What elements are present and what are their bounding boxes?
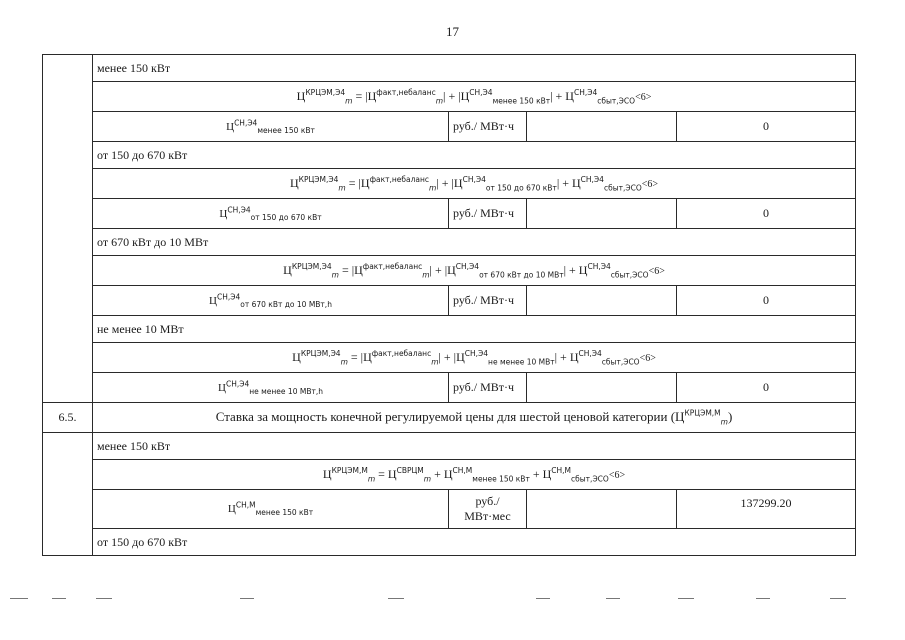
formula-expression: $Ц^{КРЦЭМ,Э4}_m = |Ц^{факт,небаланс}_m| + |Ц^{СН,Э4}_{не менее 10 МВт}| + Ц^{СН,Э4}_{сбыт,ЭСО}<6>$ bbox=[292, 348, 656, 367]
section-title-text bbox=[215, 408, 733, 427]
formula-subscript: m bbox=[367, 474, 376, 484]
formula-subscript: сбыт,ЭСО bbox=[571, 474, 609, 484]
table-row bbox=[43, 433, 856, 460]
table-row bbox=[43, 403, 856, 433]
formula-subscript: от 670 кВт до 10 МВт,h bbox=[240, 299, 332, 309]
table-row bbox=[43, 229, 856, 256]
table-row bbox=[43, 490, 856, 529]
section-number-cell-empty bbox=[43, 55, 93, 403]
formula-superscript: КРЦЭМ,Э4 bbox=[305, 87, 346, 97]
formula-subscript: не менее 10 МВт bbox=[488, 357, 555, 367]
formula-subscript: сбыт,ЭСО bbox=[597, 96, 636, 106]
formula-subscript: m bbox=[720, 417, 728, 427]
formula-expression: $Ц^{КРЦЭМ,Э4}_m = |Ц^{факт,небаланс}_m| + |Ц^{СН,Э4}_{от 670 кВт до 10 МВт}| + Ц^{СН,Э4}_{сбыт,ЭСО}<6>$ bbox=[283, 261, 665, 280]
formula-subscript: m bbox=[331, 270, 339, 280]
empty-cell bbox=[527, 199, 677, 229]
formula-superscript: СН,М bbox=[452, 465, 473, 475]
power-range-label: от 150 до 670 кВт bbox=[93, 142, 856, 169]
formula-subscript: менее 150 кВт bbox=[255, 508, 314, 518]
power-range-label: от 670 кВт до 10 МВт bbox=[93, 229, 856, 256]
rate-symbol: $Ц^{СН,Э4}_{не менее 10 МВт,h}$ bbox=[218, 379, 323, 396]
rate-symbol: $Ц^{СН,Э4}_{от 150 до 670 кВт}$ bbox=[219, 205, 322, 222]
formula-subscript: m bbox=[429, 183, 437, 193]
rate-symbol-cell bbox=[93, 490, 449, 529]
formula-superscript: СН,Э4 bbox=[580, 174, 604, 184]
tariff-table bbox=[42, 54, 856, 556]
empty-cell bbox=[527, 112, 677, 142]
formula-subscript: менее 150 кВт bbox=[492, 96, 551, 106]
formula-subscript: менее 150 кВт bbox=[257, 125, 315, 135]
formula-superscript: СН,Э4 bbox=[234, 118, 258, 128]
price-formula bbox=[93, 343, 856, 373]
rate-value: 0 bbox=[677, 199, 856, 229]
formula-superscript: СН,М bbox=[551, 465, 572, 475]
formula-subscript: сбыт,ЭСО bbox=[610, 270, 649, 280]
table-row bbox=[43, 142, 856, 169]
formula-superscript: факт,небаланс bbox=[362, 261, 423, 271]
empty-cell bbox=[527, 286, 677, 316]
formula-subscript: m bbox=[435, 96, 444, 106]
footnote-ref: <6> bbox=[635, 91, 652, 103]
formula-superscript: СН,Э4 bbox=[587, 261, 611, 271]
section-title-words: Ставка за мощность конечной регулируемой цены для шестой ценовой категории (Ц bbox=[215, 408, 685, 424]
price-formula bbox=[93, 82, 856, 112]
formula-superscript: СН,М bbox=[235, 500, 256, 510]
table-row bbox=[43, 286, 856, 316]
power-range-label: менее 150 кВт bbox=[93, 55, 856, 82]
rate-value: 0 bbox=[677, 112, 856, 142]
formula-subscript: сбыт,ЭСО bbox=[601, 357, 640, 367]
formula-superscript: факт,небаланс bbox=[376, 87, 436, 97]
formula-subscript: m bbox=[423, 474, 432, 484]
formula-subscript: m bbox=[345, 96, 353, 106]
table-row bbox=[43, 529, 856, 556]
formula-superscript: СН,Э4 bbox=[462, 174, 486, 184]
section-number: 6.5. bbox=[43, 403, 93, 433]
power-range-label: от 150 до 670 кВт bbox=[93, 529, 856, 556]
formula-subscript: менее 150 кВт bbox=[472, 474, 530, 484]
rate-symbol-cell bbox=[93, 112, 449, 142]
table-row bbox=[43, 316, 856, 343]
formula-subscript: m bbox=[338, 183, 346, 193]
section-number-cell-empty bbox=[43, 433, 93, 556]
price-formula bbox=[93, 460, 856, 490]
formula-expression: $Ц^{КРЦЭМ,М}_m = Ц^{СВРЦМ}_m + Ц^{СН,М}_{менее 150 кВт} + Ц^{СН,М}_{сбыт,ЭСО}<6>$ bbox=[322, 465, 626, 484]
table-row bbox=[43, 55, 856, 82]
price-formula bbox=[93, 256, 856, 286]
formula-expression: $Ц^{КРЦЭМ,Э4}_m = |Ц^{факт,небаланс}_m| + |Ц^{СН,Э4}_{от 150 до 670 кВт}| + Ц^{СН,Э4}_{сбыт,ЭСО}<6>$ bbox=[289, 174, 659, 193]
footnote-ref: <6> bbox=[641, 178, 659, 190]
table-row bbox=[43, 343, 856, 373]
formula-subscript: не менее 10 МВт,h bbox=[249, 386, 323, 396]
formula-expression: $Ц^{КРЦЭМ,Э4}_m = |Ц^{факт,небаланс}_m| + |Ц^{СН,Э4}_{менее 150 кВт}| + Ц^{СН,Э4}_{сбыт,ЭСО}<6>$ bbox=[296, 87, 652, 106]
tariff-table-body bbox=[43, 55, 856, 556]
formula-superscript: КРЦЭМ,Э4 bbox=[298, 174, 339, 184]
table-row bbox=[43, 112, 856, 142]
rate-value: 0 bbox=[677, 373, 856, 403]
unit-cell: руб./ МВт·ч bbox=[449, 373, 527, 403]
formula-superscript: СВРЦМ bbox=[396, 465, 424, 475]
formula-subscript: m bbox=[340, 357, 348, 367]
table-row bbox=[43, 82, 856, 112]
table-row bbox=[43, 373, 856, 403]
formula-subscript: m bbox=[431, 357, 439, 367]
formula-superscript: СН,Э4 bbox=[573, 87, 598, 97]
unit-cell bbox=[449, 490, 527, 529]
formula-subscript: от 670 кВт до 10 МВт bbox=[479, 270, 564, 280]
formula-superscript: КРЦЭМ,Э4 bbox=[300, 348, 341, 358]
formula-superscript: факт,небаланс bbox=[369, 174, 430, 184]
rate-value: 0 bbox=[677, 286, 856, 316]
unit-line: МВт·мес bbox=[464, 509, 511, 523]
unit-cell: руб./ МВт·ч bbox=[449, 199, 527, 229]
price-formula bbox=[93, 169, 856, 199]
formula-superscript: КРЦЭМ,Э4 bbox=[291, 261, 332, 271]
formula-superscript: КРЦЭМ,М bbox=[331, 465, 368, 475]
power-range-label: не менее 10 МВт bbox=[93, 316, 856, 343]
page-number: 17 bbox=[446, 24, 459, 39]
power-range-label: менее 150 кВт bbox=[93, 433, 856, 460]
rate-symbol: $Ц^{СН,Э4}_{менее 150 кВт}$ bbox=[226, 118, 315, 135]
empty-cell bbox=[527, 490, 677, 529]
footnote-ref: <6> bbox=[608, 469, 626, 481]
rate-symbol: $Ц^{СН,М}_{менее 150 кВт}$ bbox=[227, 500, 314, 518]
formula-superscript: СН,Э4 bbox=[216, 292, 241, 302]
rate-symbol-cell bbox=[93, 286, 449, 316]
unit-cell: руб./ МВт·ч bbox=[449, 112, 527, 142]
formula-subscript: от 150 до 670 кВт bbox=[485, 183, 557, 193]
formula-subscript: от 150 до 670 кВт bbox=[250, 212, 322, 222]
empty-cell bbox=[527, 373, 677, 403]
formula-superscript: СН,Э4 bbox=[227, 205, 251, 215]
table-row bbox=[43, 256, 856, 286]
rate-value: 137299.20 bbox=[677, 490, 856, 529]
formula-subscript: сбыт,ЭСО bbox=[603, 183, 642, 193]
table-row bbox=[43, 169, 856, 199]
formula-superscript: СН,Э4 bbox=[455, 261, 480, 271]
formula-superscript: СН,Э4 bbox=[578, 348, 602, 358]
table-row bbox=[43, 199, 856, 229]
formula-superscript: СН,Э4 bbox=[469, 87, 493, 97]
rate-symbol-cell bbox=[93, 199, 449, 229]
rate-symbol: $Ц^{СН,Э4}_{от 670 кВт до 10 МВт,h}$ bbox=[209, 292, 332, 309]
section-title-close: ) bbox=[727, 408, 733, 424]
formula-superscript: КРЦЭМ,М bbox=[684, 408, 721, 418]
footnote-ref: <6> bbox=[648, 265, 665, 277]
section-title bbox=[93, 403, 856, 433]
unit-line: руб./ bbox=[475, 494, 500, 508]
footnote-ref: <6> bbox=[639, 352, 656, 364]
rate-symbol-cell bbox=[93, 373, 449, 403]
unit-cell: руб./ МВт·ч bbox=[449, 286, 527, 316]
table-row bbox=[43, 460, 856, 490]
scan-bottom-edge bbox=[0, 598, 905, 604]
formula-superscript: факт,небаланс bbox=[371, 348, 432, 358]
formula-subscript: m bbox=[422, 270, 430, 280]
formula-superscript: СН,Э4 bbox=[225, 379, 250, 389]
formula-superscript: СН,Э4 bbox=[464, 348, 489, 358]
